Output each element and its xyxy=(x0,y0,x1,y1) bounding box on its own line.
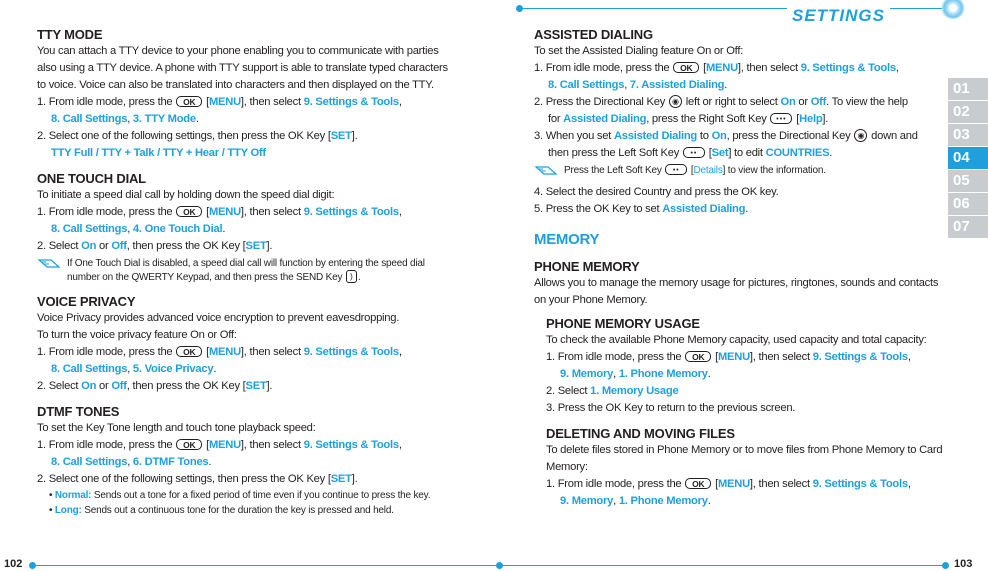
assisted-step-3: 3. When you set Assisted Dialing to On, press the Directional Key ◉ down and xyxy=(534,130,918,142)
phone-memory-desc-2: on your Phone Memory. xyxy=(534,294,648,306)
voice-heading: VOICE PRIVACY xyxy=(37,294,136,310)
memory-section-title: MEMORY xyxy=(534,231,600,248)
tty-heading: TTY MODE xyxy=(37,27,103,42)
chapter-tab-02[interactable]: 02 xyxy=(948,101,988,124)
section-title: SETTINGS xyxy=(787,6,890,26)
header-rule-dot xyxy=(516,5,523,12)
left-soft-key-icon: •• xyxy=(665,164,687,175)
chapter-tab-03[interactable]: 03 xyxy=(948,124,988,147)
dtmf-desc: To set the Key Tone length and touch tone playback speed: xyxy=(37,422,316,435)
voice-step-1-path: 8. Call Settings, 5. Voice Privacy. xyxy=(51,363,217,376)
assisted-heading: ASSISTED DIALING xyxy=(534,27,653,42)
memory-usage-desc: To check the available Phone Memory capacity, used capacity and total capacity: xyxy=(546,334,927,346)
chapter-tab-06[interactable]: 06 xyxy=(948,193,988,216)
voice-step-1: 1. From idle mode, press the OK [MENU], then select 9. Settings & Tools, xyxy=(37,346,402,359)
chapter-tab-07[interactable]: 07 xyxy=(948,216,988,239)
dtmf-bullet-normal: • Normal: Sends out a tone for a fixed period of time even if you continue to press the key. xyxy=(49,490,431,502)
delete-move-desc-2: Memory: xyxy=(546,461,588,473)
dtmf-bullet-long: • Long: Sends out a continuous tone for the duration the key is pressed and held. xyxy=(49,505,394,517)
tty-step-2: 2. Select one of the following settings, then press the OK Key [SET]. xyxy=(37,130,358,142)
assisted-step-1: 1. From idle mode, press the OK [MENU], then select 9. Settings & Tools, xyxy=(534,62,899,74)
note-icon xyxy=(534,164,558,178)
assisted-note: Press the Left Soft Key •• [Details] to view the information. xyxy=(534,164,934,178)
page-number-left: 102 xyxy=(4,558,23,570)
tty-desc-3: to voice. Voice can also be translated into characters and then displayed on the TTY. xyxy=(37,79,434,91)
footer-dot-right xyxy=(942,562,949,569)
memory-usage-step-1: 1. From idle mode, press the OK [MENU], then select 9. Settings & Tools, xyxy=(546,351,911,363)
memory-usage-step-1-path: 9. Memory, 1. Phone Memory. xyxy=(560,368,711,380)
chapter-tab-04[interactable]: 04 xyxy=(948,147,988,170)
dtmf-heading: DTMF TONES xyxy=(37,404,120,420)
assisted-step-2: 2. Press the Directional Key ◉ left or right to select On or Off. To view the help xyxy=(534,96,908,108)
voice-desc-1: Voice Privacy provides advanced voice encryption to prevent eavesdropping. xyxy=(37,312,400,325)
ok-key-icon: OK xyxy=(673,62,699,73)
chapter-tab-01[interactable]: 01 xyxy=(948,78,988,101)
tty-desc-1: You can attach a TTY device to your phone enabling you to communicate with parties xyxy=(37,45,439,57)
footer-dot-center xyxy=(496,562,503,569)
phone-memory-desc-1: Allows you to manage the memory usage for pictures, ringtones, sounds and contacts xyxy=(534,277,939,289)
onetouch-heading: ONE TOUCH DIAL xyxy=(37,171,146,186)
onetouch-step-1-path: 8. Call Settings, 4. One Touch Dial. xyxy=(51,223,226,235)
footer-rule xyxy=(32,565,946,566)
tty-desc-2: also using a TTY device. A phone with TTY support is able to translate typed characters xyxy=(37,62,448,74)
onetouch-step-2: 2. Select On or Off, then press the OK Key [SET]. xyxy=(37,240,273,252)
assisted-step-2-cont: for Assisted Dialing, press the Right Soft Key ••• [Help]. xyxy=(548,113,829,125)
memory-usage-block xyxy=(534,315,943,510)
dtmf-step-1-path: 8. Call Settings, 6. DTMF Tones. xyxy=(51,456,212,469)
delete-move-step-1: 1. From idle mode, press the OK [MENU], then select 9. Settings & Tools, xyxy=(546,478,911,490)
onetouch-desc: To initiate a speed dial call by holding down the speed dial digit: xyxy=(37,189,335,201)
ok-key-icon: OK xyxy=(685,351,711,362)
assisted-step-1-path: 8. Call Settings, 7. Assisted Dialing. xyxy=(548,79,728,91)
header-rule xyxy=(520,6,942,25)
ok-key-icon: OK xyxy=(176,439,202,450)
right-page xyxy=(534,26,943,510)
ok-key-icon: OK xyxy=(176,206,202,217)
left-soft-key-icon: •• xyxy=(683,147,705,158)
chapter-tab-05[interactable]: 05 xyxy=(948,170,988,193)
assisted-step-5: 5. Press the OK Key to set Assisted Dialing. xyxy=(534,203,749,215)
right-soft-key-icon: ••• xyxy=(770,113,792,124)
tty-step-1: 1. From idle mode, press the OK [MENU], then select 9. Settings & Tools, xyxy=(37,96,402,108)
ok-key-icon: OK xyxy=(176,346,202,357)
memory-usage-step-3: 3. Press the OK Key to return to the previous screen. xyxy=(546,402,796,414)
assisted-desc: To set the Assisted Dialing feature On or Off: xyxy=(534,45,744,57)
onetouch-step-1: 1. From idle mode, press the OK [MENU], then select 9. Settings & Tools, xyxy=(37,206,402,218)
delete-move-heading: DELETING AND MOVING FILES xyxy=(546,426,735,441)
voice-step-2: 2. Select On or Off, then press the OK Key [SET]. xyxy=(37,380,273,393)
directional-key-icon: ◉ xyxy=(854,129,867,142)
send-key-icon: ) xyxy=(346,270,357,283)
footer-dot-left xyxy=(29,562,36,569)
page-number-right: 103 xyxy=(954,558,973,570)
ok-key-icon: OK xyxy=(685,478,711,489)
memory-usage-heading: PHONE MEMORY USAGE xyxy=(546,316,700,331)
left-page xyxy=(37,26,457,518)
assisted-step-4: 4. Select the desired Country and press the OK key. xyxy=(534,186,779,198)
dtmf-step-1: 1. From idle mode, press the OK [MENU], then select 9. Settings & Tools, xyxy=(37,439,402,452)
onetouch-note: If One Touch Dial is disabled, a speed dial call will function by entering the speed dial number on the QWERTY Keypad, and then press the SEND Key ) . xyxy=(37,257,457,285)
ok-key-icon: OK xyxy=(176,96,202,107)
delete-move-step-1-path: 9. Memory, 1. Phone Memory. xyxy=(560,495,711,507)
header-glow-icon xyxy=(941,0,965,19)
directional-key-icon: ◉ xyxy=(669,95,682,108)
note-icon xyxy=(37,257,61,271)
phone-memory-heading: PHONE MEMORY xyxy=(534,259,640,274)
voice-desc-2: To turn the voice privacy feature On or Off: xyxy=(37,329,237,342)
memory-usage-step-2: 2. Select 1. Memory Usage xyxy=(546,385,679,397)
dtmf-step-2: 2. Select one of the following settings, then press the OK Key [SET]. xyxy=(37,473,358,486)
chapter-tabs xyxy=(948,78,988,239)
tty-options: TTY Full / TTY + Talk / TTY + Hear / TTY Off xyxy=(51,147,266,159)
delete-move-desc-1: To delete files stored in Phone Memory or to move files from Phone Memory to Card xyxy=(546,444,943,456)
tty-step-1-path: 8. Call Settings, 3. TTY Mode. xyxy=(51,113,199,125)
assisted-step-3-cont: then press the Left Soft Key •• [Set] to edit COUNTRIES. xyxy=(548,147,833,159)
